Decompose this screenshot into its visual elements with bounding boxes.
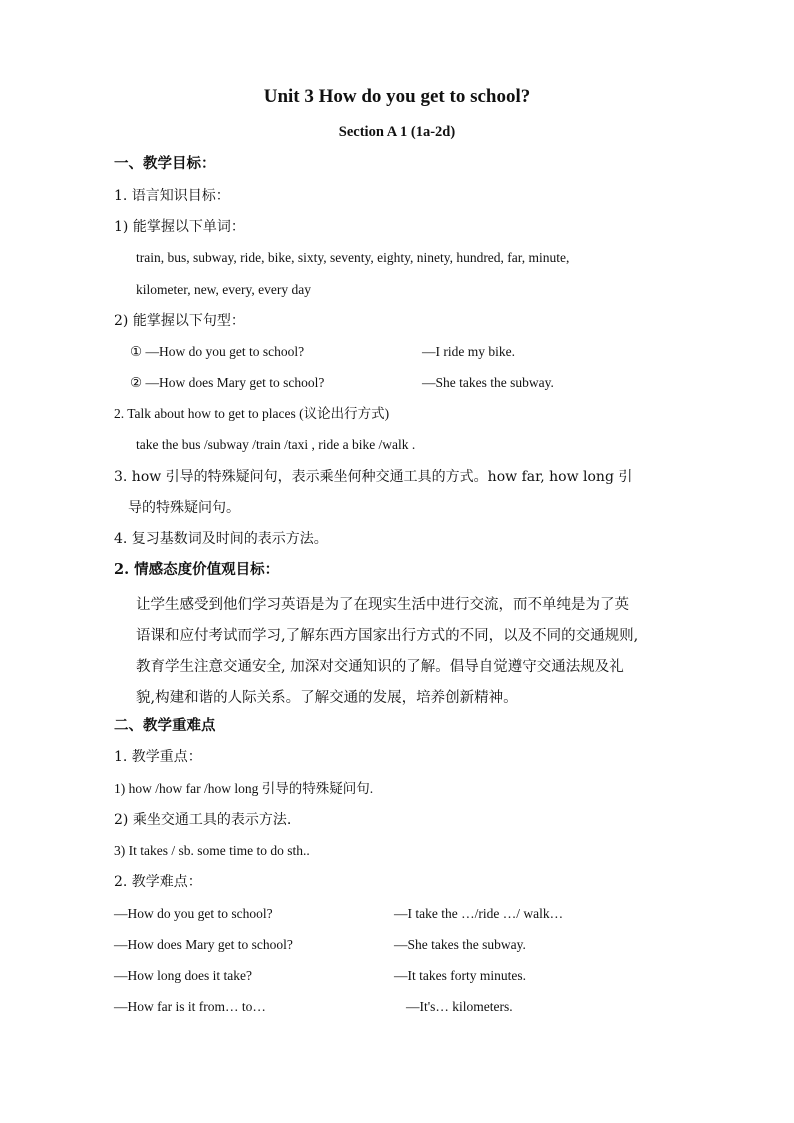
key-point-1: 1) how /how far /how long 引导的特殊疑问句. bbox=[114, 781, 374, 796]
vocabulary-line-1: train, bus, subway, ride, bike, sixty, seventy, eighty, ninety, hundred, far, minute, bbox=[136, 250, 570, 265]
pattern-1-question: ① —How do you get to school? bbox=[130, 344, 305, 359]
section2-heading: 二、教学重难点 bbox=[114, 717, 216, 734]
paragraph-line: 貌,构建和谐的人际关系。了解交通的发展，培养创新精神。 bbox=[136, 690, 518, 706]
pattern-1-answer: —I ride my bike. bbox=[422, 344, 515, 359]
sentence-patterns-heading: 2) 能掌握以下句型： bbox=[114, 313, 245, 329]
objective-language-knowledge: 1. 语言知识目标： bbox=[114, 188, 230, 204]
paragraph-line: 让学生感受到他们学习英语是为了在现实生活中进行交流，而不单纯是为了英 bbox=[136, 597, 629, 613]
dialog-answer: —It takes forty minutes. bbox=[394, 968, 526, 983]
section1-heading: 一、教学目标： bbox=[114, 155, 216, 172]
dialog-question: —How does Mary get to school? bbox=[114, 937, 293, 952]
vocabulary-heading: 1) 能掌握以下单词： bbox=[114, 219, 245, 235]
key-point-3: 3) It takes / sb. some time to do sth.. bbox=[114, 843, 310, 858]
key-point-2: 2) 乘坐交通工具的表示方法. bbox=[114, 812, 292, 828]
dialog-answer: —She takes the subway. bbox=[394, 937, 526, 952]
pattern-2-question: ② —How does Mary get to school? bbox=[130, 375, 325, 390]
paragraph-line: 语课和应付考试而学习,了解东西方国家出行方式的不同，以及不同的交通规则, bbox=[136, 628, 639, 644]
transport-phrases: take the bus /subway /train /taxi , ride a bike /walk . bbox=[136, 437, 416, 452]
vocabulary-line-2: kilometer, new, every, every day bbox=[136, 282, 312, 297]
dialog-question: —How do you get to school? bbox=[114, 906, 273, 921]
dialog-answer: —It's… kilometers. bbox=[406, 999, 513, 1014]
pattern-2-answer: —She takes the subway. bbox=[422, 375, 554, 390]
objective-talk-about-places: 2. Talk about how to get to places (议论出行方式) bbox=[114, 406, 390, 421]
attitude-values-heading: 2. 情感态度价值观目标： bbox=[114, 561, 280, 578]
paragraph-line: 教育学生注意交通安全, 加深对交通知识的了解。倡导自觉遵守交通法规及礼 bbox=[136, 659, 624, 675]
objective-how-questions-line-1: 3. how 引导的特殊疑问句，表示乘坐何种交通工具的方式。how far, how long 引 bbox=[114, 469, 633, 485]
difficult-points-heading: 2. 教学难点： bbox=[114, 874, 202, 890]
document-title: Unit 3 How do you get to school? bbox=[263, 86, 531, 107]
objective-how-questions-line-2: 导的特殊疑问句。 bbox=[128, 500, 240, 516]
dialog-question: —How far is it from… to… bbox=[114, 999, 266, 1014]
dialog-answer: —I take the …/ride …/ walk… bbox=[394, 906, 564, 921]
key-points-heading: 1. 教学重点： bbox=[114, 749, 202, 765]
attitude-values-paragraph bbox=[136, 590, 692, 714]
document-subtitle: Section A 1 (1a-2d) bbox=[338, 124, 456, 140]
dialog-question: —How long does it take? bbox=[114, 968, 252, 983]
objective-review-numbers: 4. 复习基数词及时间的表示方法。 bbox=[114, 531, 328, 547]
